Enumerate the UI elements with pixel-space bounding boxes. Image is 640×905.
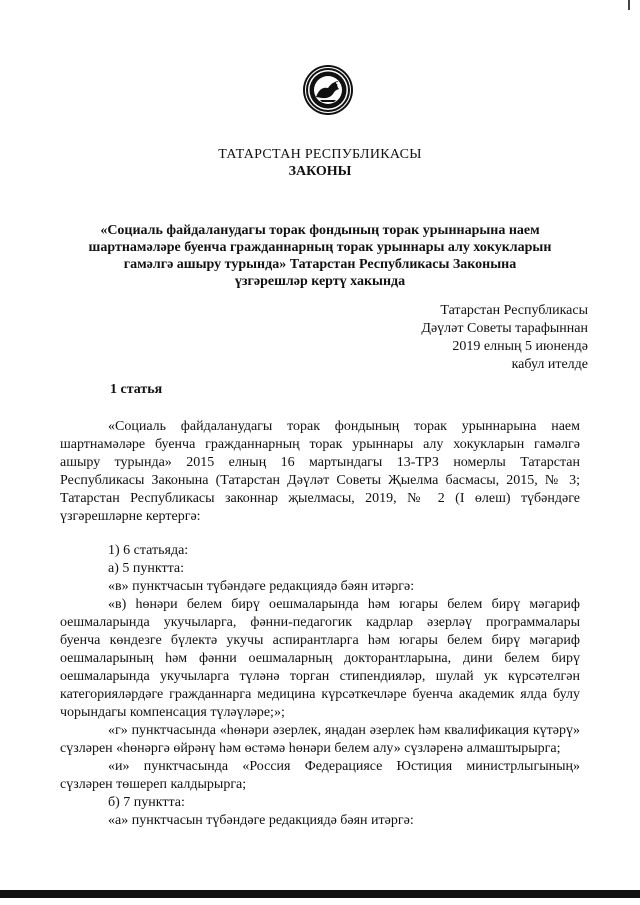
body-line: «а» пунктчасын түбәндәге редакциядә бәян итәргә: (108, 813, 414, 828)
body-line: ашыру турында» 2015 елның 16 мартындагы 13-ТРЗ номерлы Татарстан (60, 455, 580, 470)
body-line: сүзләрен «һөнәргә өйрәнү һәм өстәмә һөнәри белем алу» сүзләренә алмаштырырга; (60, 741, 561, 756)
body-line: а) 5 пунктта: (108, 561, 184, 576)
body-line: «Социаль файдаланудагы торак фондының торак урыннарына наем (108, 419, 580, 434)
body-line: Республикасы Законына (Татарстан Дәүләт Советы Җыелма басмасы, 2015, № 3; (60, 473, 580, 488)
body-line: категорияләрдәге гражданнарга медицина күрсәткечләре буенча академик ялда булу (60, 687, 580, 702)
body-line: үзгәрешләрне кертергә: (60, 509, 201, 524)
title-line: гамәлгә ашыру турында» Татарстан Республикасы Законына (123, 257, 517, 272)
title-line: «Социаль файдаланудагы торак фондының торак урыннарына наем (100, 223, 540, 238)
header-law: ЗАКОНЫ (288, 164, 352, 179)
scan-edge (0, 890, 640, 898)
adoption-line: кабул ителде (511, 357, 588, 372)
body-line: б) 7 пунктта: (108, 795, 185, 810)
body-line: 1) 6 статьяда: (108, 543, 189, 558)
title-line: үзгәрешләр кертү хакында (234, 274, 406, 289)
body-line: оешмаларының һәм фәнни оешмаларның докторантларына, дини белем бирү (60, 651, 580, 666)
body-line: чорындагы компенсация түләүләре;»; (60, 705, 285, 720)
coat-of-arms-icon (302, 64, 354, 116)
adoption-line: Дәүләт Советы тарафыннан (421, 321, 588, 336)
title-line: шартнамәләре буенча гражданнарның торак урыннары алу хокукларын (88, 240, 552, 255)
body-line: Татарстан Республикасы законнар җыелмасы, 2019, № 2 (I өлеш) түбәндәге (60, 491, 580, 506)
body-line: шартнамәләре буенча гражданнарның торак урыннары алу хокукларын гамәлгә (60, 437, 580, 452)
header-republic: ТАТАРСТАН РЕСПУБЛИКАСЫ (218, 147, 422, 162)
adoption-line: 2019 елның 5 июнендә (452, 339, 588, 354)
scan-mark (628, 0, 630, 10)
body-line: сүзләрен төшереп калдырырга; (60, 777, 247, 792)
body-line: оешмаларында укучыларга, фәнни-педагогик кадрлар әзерләү программалары (60, 615, 580, 630)
body-line: «в» пунктчасын түбәндәге редакциядә бәян итәргә: (108, 579, 415, 594)
body-line: «и» пунктчасында «Россия Федерациясе Юстиция министрлыгының» (108, 759, 580, 774)
body-line: буенча көндезге бүлектә укучы аспирантларга һәм югары белем бирү мәгариф (60, 633, 580, 648)
adoption-note (421, 302, 588, 374)
adoption-line: Татарстан Республикасы (440, 303, 588, 318)
body-line: «в) һөнәри белем бирү оешмаларында һәм югары белем бирү мәгариф (108, 597, 580, 612)
article-heading: 1 статья (110, 382, 163, 397)
body-line: «г» пунктчасында «һөнәри әзерлек, яңадан әзерлек һәм квалификация күтәрү» (108, 723, 580, 738)
body-line: оешмаларында укучыларга түләнә торган стипендияләр, шулай ук күрсәтелгән (60, 669, 580, 684)
